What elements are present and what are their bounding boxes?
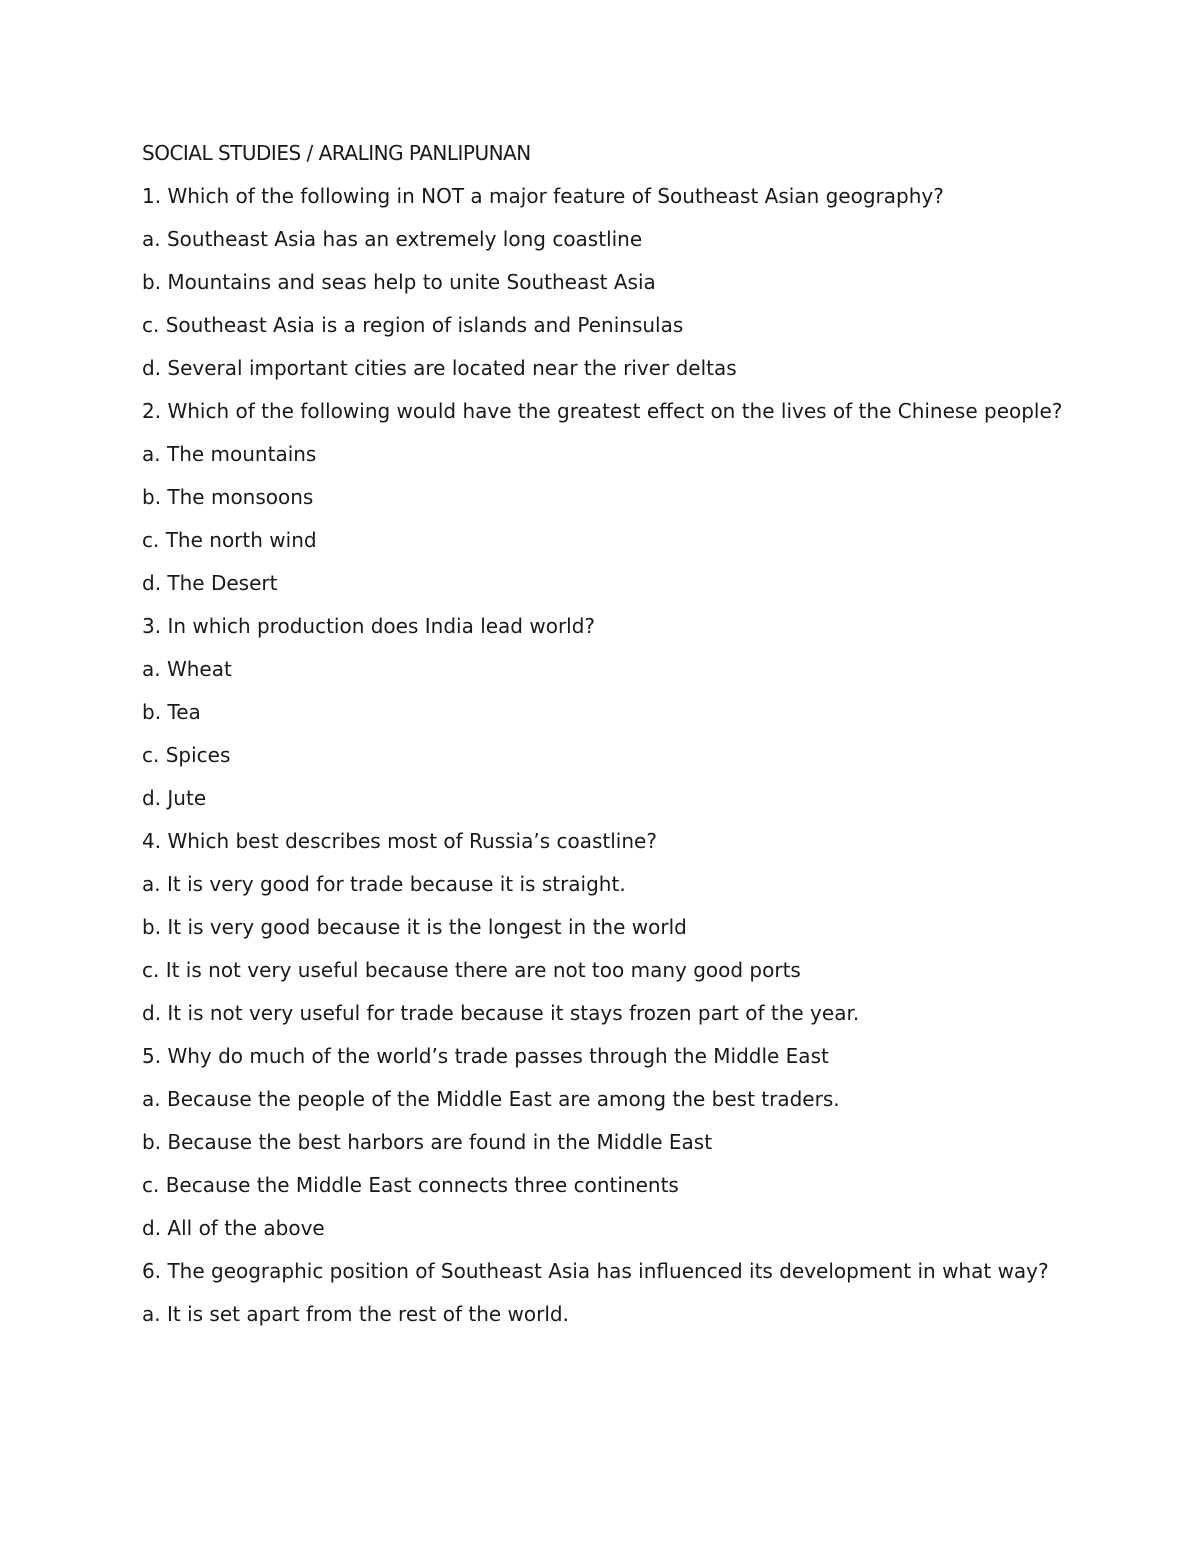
answer-option: b. Mountains and seas help to unite Southeast Asia: [142, 270, 656, 294]
answer-option: a. Because the people of the Middle East are among the best traders.: [142, 1087, 840, 1111]
question-6: [142, 1258, 1072, 1328]
question-text: 1. Which of the following in NOT a major feature of Southeast Asian geography?: [142, 184, 944, 208]
document-title: SOCIAL STUDIES / ARALING PANLIPUNAN: [142, 141, 531, 165]
answer-option: a. Southeast Asia has an extremely long coastline: [142, 227, 643, 251]
answer-option: c. Southeast Asia is a region of islands and Peninsulas: [142, 313, 684, 337]
answer-option: c. It is not very useful because there are not too many good ports: [142, 958, 801, 982]
answer-option: b. Because the best harbors are found in the Middle East: [142, 1130, 713, 1154]
answer-option: b. It is very good because it is the longest in the world: [142, 915, 687, 939]
question-5: [142, 1043, 1072, 1242]
answer-option: d. The Desert: [142, 571, 278, 595]
question-text: 5. Why do much of the world’s trade passes through the Middle East: [142, 1044, 829, 1068]
answer-option: d. It is not very useful for trade because it stays frozen part of the year.: [142, 1001, 860, 1025]
answer-option: c. Spices: [142, 743, 231, 767]
question-text: 6. The geographic position of Southeast Asia has influenced its development in what way?: [142, 1259, 1049, 1283]
question-3: [142, 613, 1072, 812]
answer-option: b. The monsoons: [142, 485, 314, 509]
answer-option: c. The north wind: [142, 528, 317, 552]
answer-option: b. Tea: [142, 700, 201, 724]
document-page: [142, 140, 1072, 1344]
answer-option: d. All of the above: [142, 1216, 325, 1240]
answer-option: a. The mountains: [142, 442, 317, 466]
answer-option: a. It is set apart from the rest of the world.: [142, 1302, 569, 1326]
answer-option: d. Jute: [142, 786, 207, 810]
question-4: [142, 828, 1072, 1027]
question-text: 4. Which best describes most of Russia’s coastline?: [142, 829, 657, 853]
question-text: 2. Which of the following would have the greatest effect on the lives of the Chinese people?: [142, 399, 1063, 423]
answer-option: a. Wheat: [142, 657, 232, 681]
answer-option: c. Because the Middle East connects three continents: [142, 1173, 679, 1197]
question-text: 3. In which production does India lead world?: [142, 614, 596, 638]
answer-option: a. It is very good for trade because it is straight.: [142, 872, 626, 896]
question-1: [142, 183, 1072, 382]
answer-option: d. Several important cities are located near the river deltas: [142, 356, 737, 380]
question-2: [142, 398, 1072, 597]
